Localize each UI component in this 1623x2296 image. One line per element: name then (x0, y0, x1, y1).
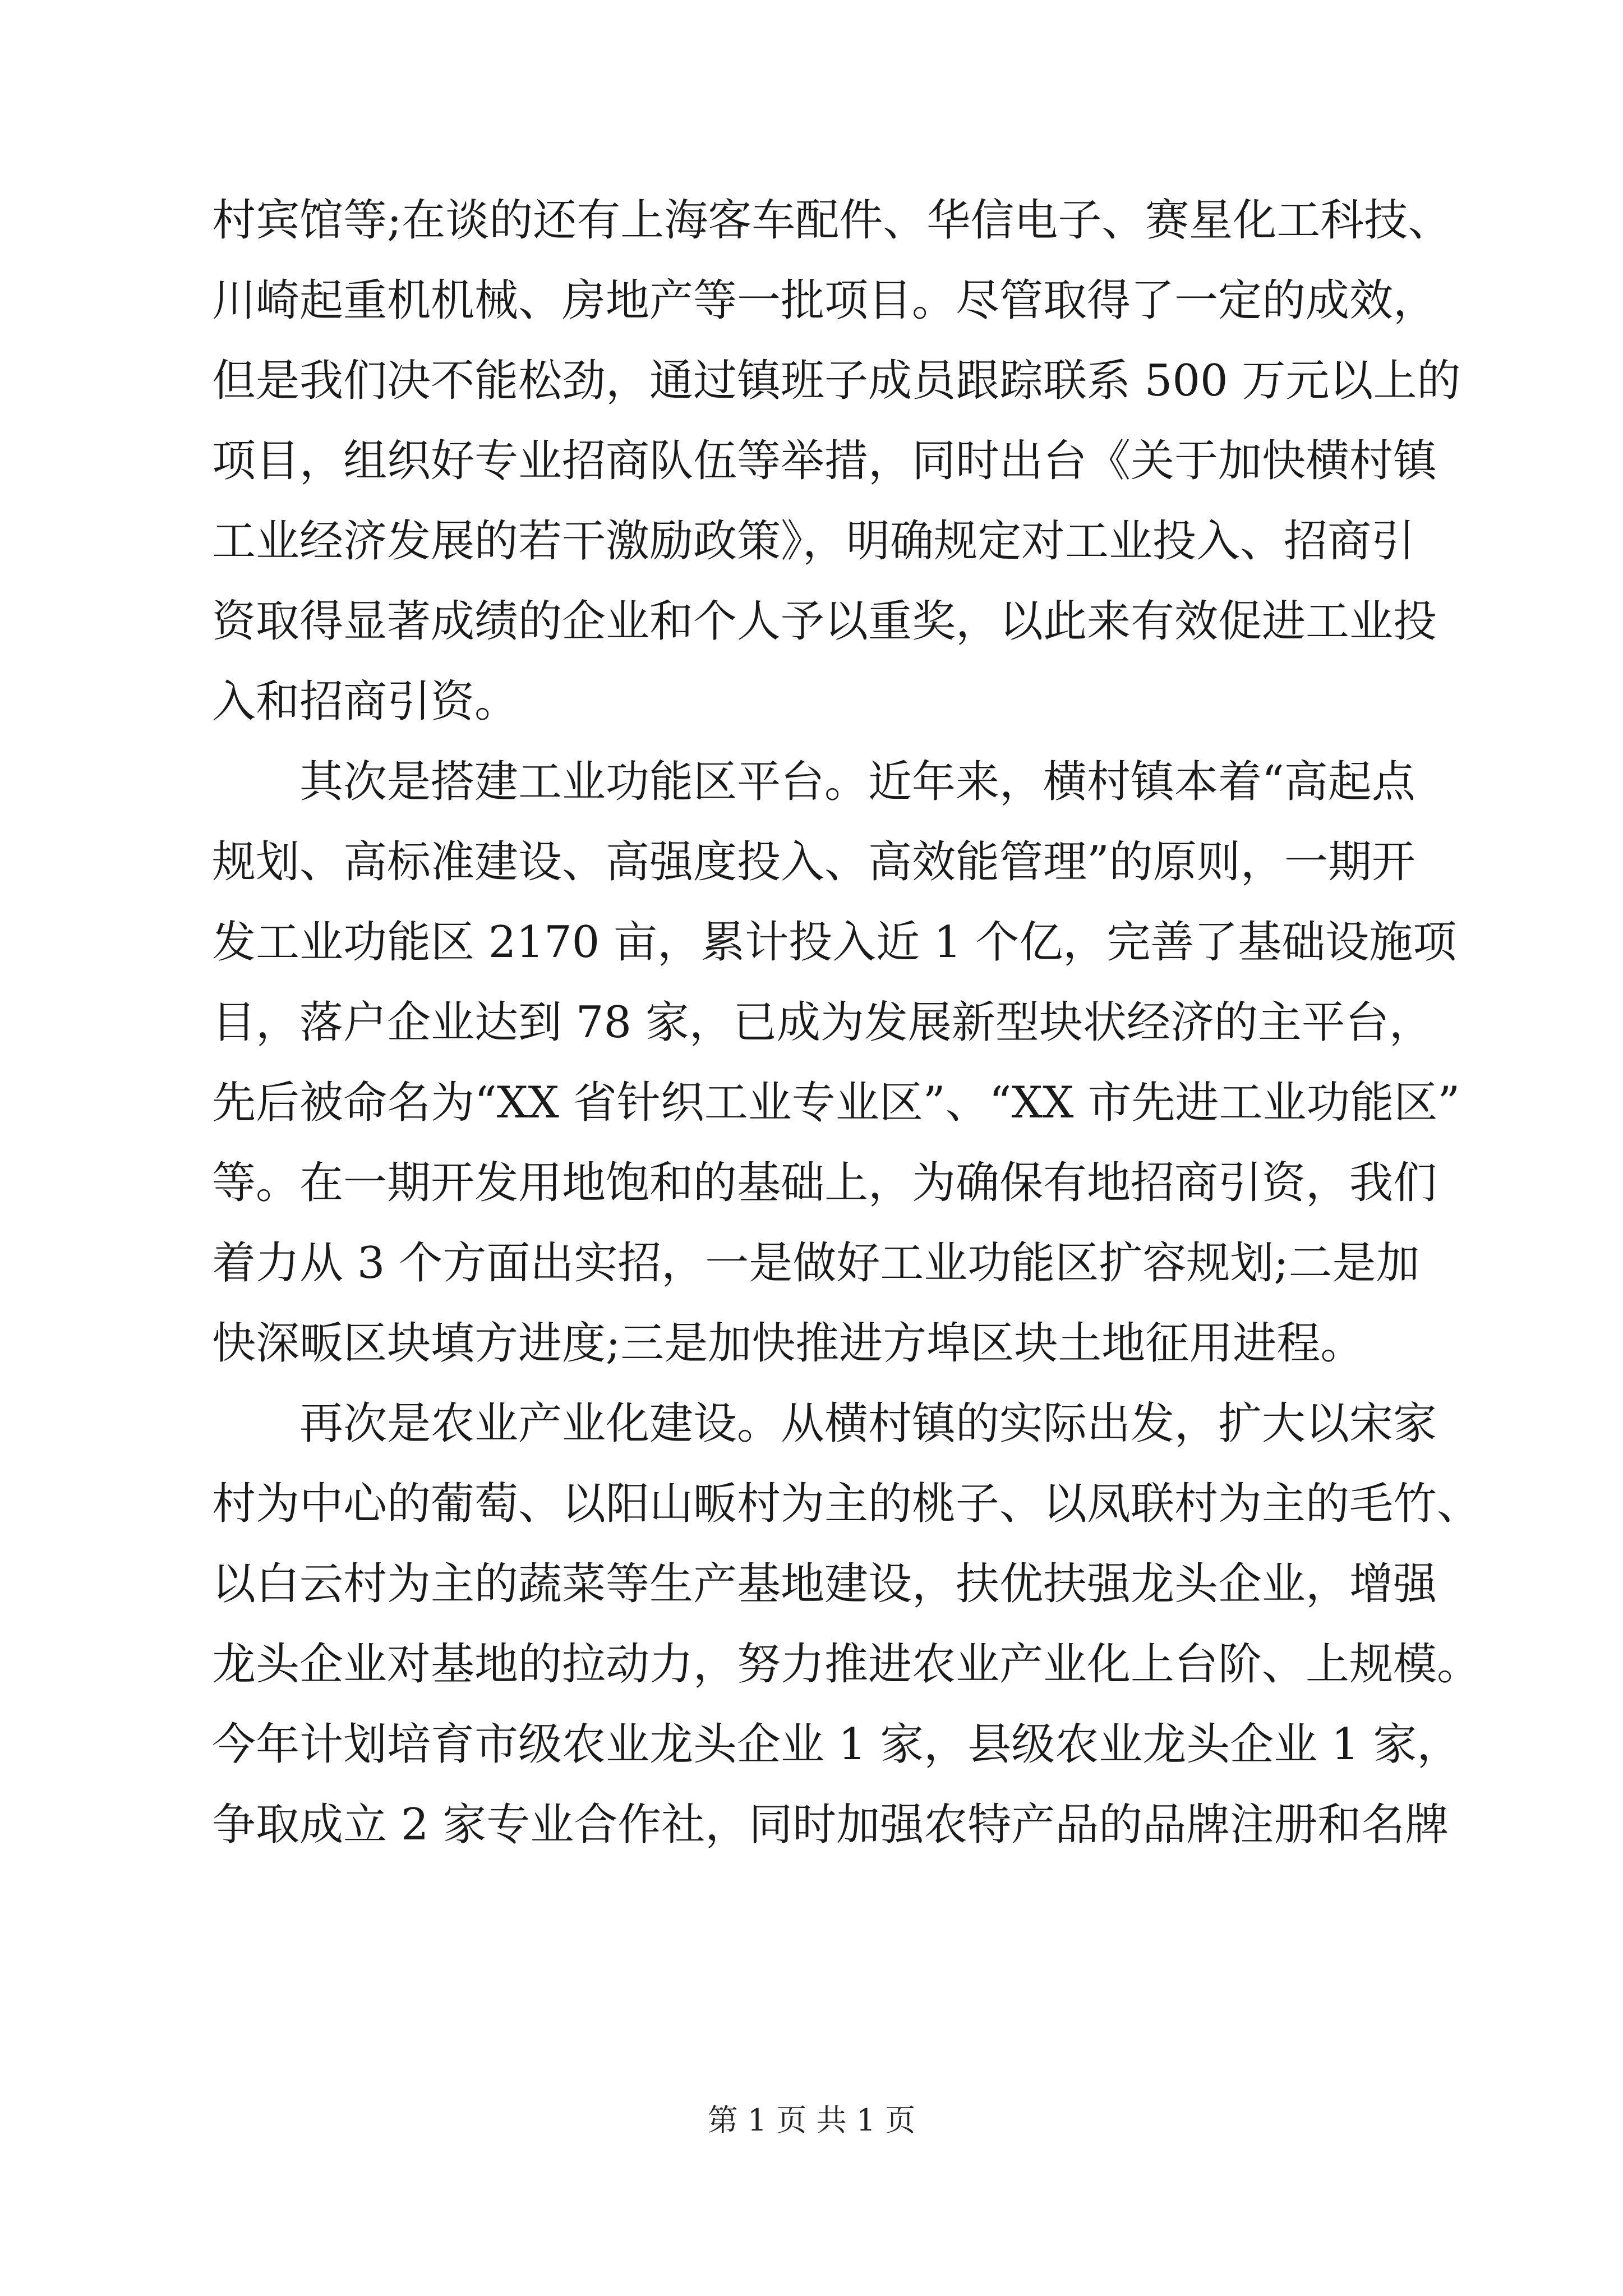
text-line: 规划、高标准建设、高强度投入、高效能管理”的原则，一期开 (212, 837, 1415, 887)
text-line: 村为中心的葡萄、以阳山畈村为主的桃子、以凤联村为主的毛竹、 (212, 1479, 1481, 1529)
text-line: 快深畈区块填方进度;三是加快推进方埠区块土地征用进程。 (212, 1318, 1364, 1369)
text-line: 以白云村为主的蔬菜等生产基地建设，扶优扶强龙头企业，增强 (212, 1559, 1437, 1609)
text-line: 但是我们决不能松劲，通过镇班子成员跟踪联系 500 万元以上的 (212, 356, 1461, 406)
text-line: 工业经济发展的若干激励政策》，明确规定对工业投入、招商引 (212, 516, 1415, 567)
text-line: 发工业功能区 2170 亩，累计投入近 1 个亿，完善了基础设施项 (212, 917, 1457, 968)
text-line: 村宾馆等;在谈的还有上海客车配件、华信电子、赛星化工科技、 (212, 195, 1452, 246)
page-footer: 第 1 页 共 1 页 (707, 2102, 916, 2138)
text-line: 项目，组织好专业招商队伍等举措，同时出台《关于加快横村镇 (212, 436, 1437, 486)
paragraph-first-line: 其次是搭建工业功能区平台。近年来，横村镇本着“高起点 (299, 757, 1415, 807)
paragraph-first-line: 再次是农业产业化建设。从横村镇的实际出发，扩大以宋家 (299, 1398, 1437, 1449)
text-line: 等。在一期开发用地饱和的基础上，为确保有地招商引资，我们 (212, 1158, 1437, 1208)
text-line: 川崎起重机机械、房地产等一批项目。尽管取得了一定的成效， (212, 275, 1437, 326)
text-line: 入和招商引资。 (212, 677, 519, 727)
text-line: 目，落户企业达到 78 家，已成为发展新型块状经济的主平台， (212, 997, 1433, 1048)
text-line: 资取得显著成绩的企业和个人予以重奖，以此来有效促进工业投 (212, 596, 1437, 647)
text-line: 着力从 3 个方面出实招，一是做好工业功能区扩容规划;二是加 (212, 1238, 1420, 1289)
text-line: 今年计划培育市级农业龙头企业 1 家，县级农业龙头企业 1 家， (212, 1719, 1461, 1770)
text-line: 龙头企业对基地的拉动力，努力推进农业产业化上台阶、上规模。 (212, 1639, 1481, 1690)
text-line: 先后被命名为“XX 省针织工业专业区”、“XX 市先进工业功能区” (212, 1078, 1460, 1128)
text-line: 争取成立 2 家专业合作社，同时加强农特产品的品牌注册和名牌 (212, 1800, 1449, 1850)
